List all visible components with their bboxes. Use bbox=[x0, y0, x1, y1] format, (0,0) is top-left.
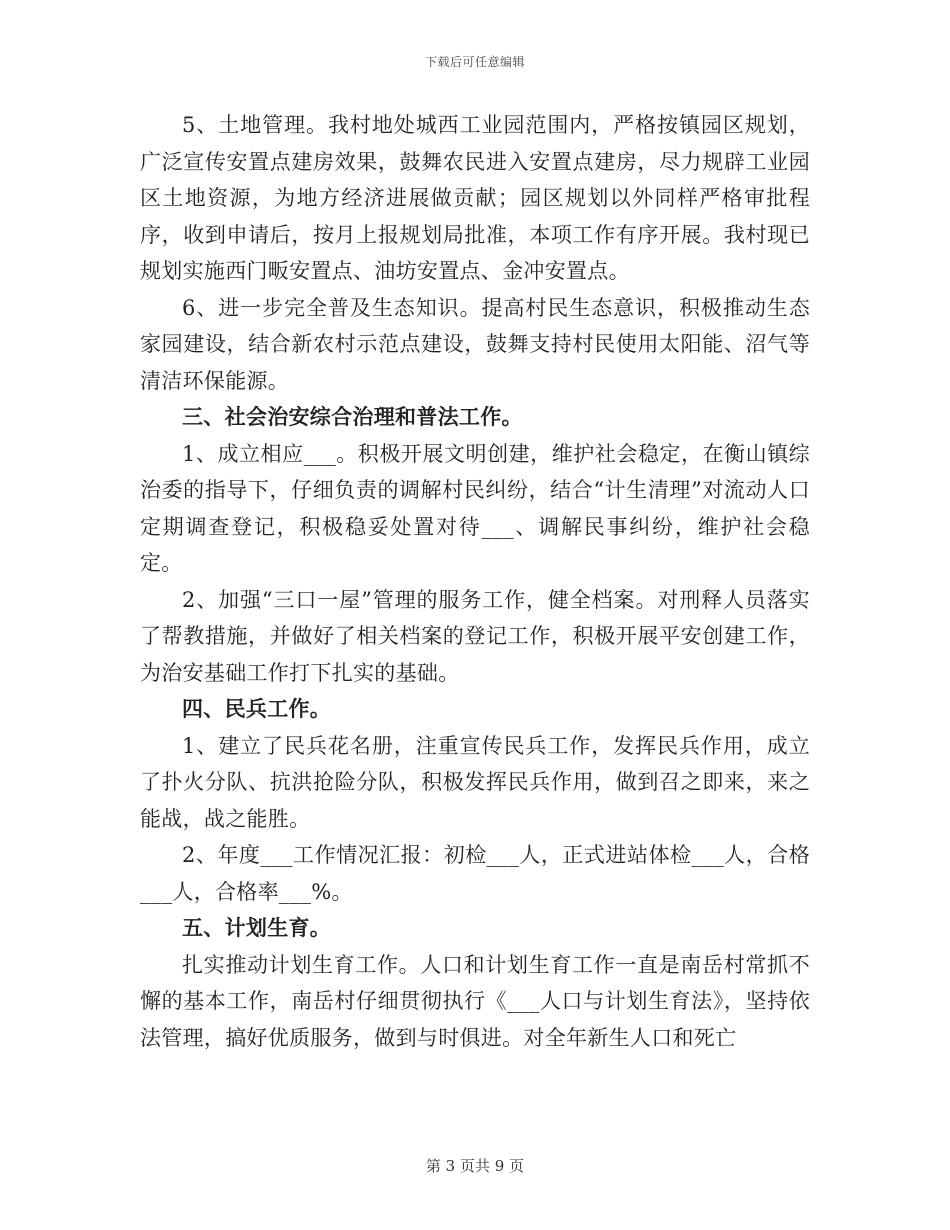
paragraph-management-services: 2、加强“三口一屋”管理的服务工作，健全档案。对刑释人员落实了帮教措施，并做好了相关档案的登记工作，积极开展平安创建工作，为治安基础工作打下扎实的基础。 bbox=[140, 587, 810, 685]
paragraph-annual-report: 2、年度___工作情况汇报：初检___人，正式进站体检___人，合格___人，合格率___%。 bbox=[140, 843, 810, 904]
document-body bbox=[140, 107, 810, 1056]
section-heading-militia: 四、民兵工作。 bbox=[182, 696, 332, 721]
page-number-footer: 第 3 页共 9 页 bbox=[425, 1157, 525, 1175]
paragraph-militia-roster: 1、建立了民兵花名册，注重宣传民兵工作，发挥民兵作用，成立了扑火分队、抗洪抢险分队，积极发挥民兵作用，做到召之即来，来之能战，战之能胜。 bbox=[140, 733, 810, 831]
section-heading-public-security: 三、社会治安综合治理和普法工作。 bbox=[182, 404, 523, 429]
paragraph-land-management: 5、土地管理。我村地处城西工业园范围内，严格按镇园区规划，广泛宣传安置点建房效果，鼓舞农民进入安置点建房，尽力规辟工业园区土地资源，为地方经济进展做贡献；园区规划以外同样严格审批程序，收到申请后，按月上报规划局批准，本项工作有序开展。我村现已规划实施西门畈安置点、油坊安置点、金冲安置点。 bbox=[140, 113, 810, 283]
paragraph-family-planning: 扎实推动计划生育工作。人口和计划生育工作一直是南岳村常抓不懈的基本工作，南岳村仔细贯彻执行《___人口与计划生育法》，坚持依法管理，搞好优质服务，做到与时俱进。对全年新生人口和死亡 bbox=[140, 952, 810, 1050]
page-header: 下载后可任意编辑 bbox=[424, 55, 525, 69]
paragraph-ecology-knowledge: 6、进一步完全普及生态知识。提高村民生态意识，积极推动生态家园建设，结合新农村示范点建设，鼓舞支持村民使用太阳能、沼气等清洁环保能源。 bbox=[140, 295, 810, 393]
paragraph-security-organization: 1、成立相应___。积极开展文明创建，维护社会稳定，在衡山镇综治委的指导下，仔细负责的调解村民纠纷，结合“计生清理”对流动人口定期调查登记，积极稳妥处置对待___、调解民事纠纷，维护社会稳定。 bbox=[140, 441, 810, 575]
section-heading-family-planning: 五、计划生育。 bbox=[182, 915, 332, 940]
